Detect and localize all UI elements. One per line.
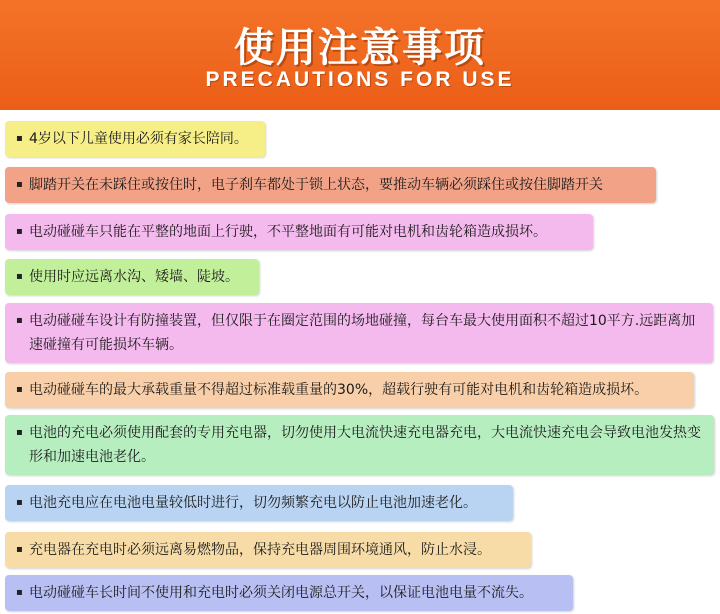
bullet-icon: ▪ [16, 179, 23, 190]
bullet-icon: ▪ [16, 544, 23, 555]
precaution-item-1 [5, 121, 265, 157]
precaution-item-6 [5, 372, 694, 408]
bullet-icon: ▪ [16, 271, 23, 282]
page-title: 使用注意事项 [234, 25, 486, 71]
bullet-icon: ▪ [16, 497, 23, 508]
bullet-icon: ▪ [16, 384, 23, 395]
precaution-text: 充电器在充电时必须远离易燃物品，保持充电器周围环境通风，防止水浸。 [29, 542, 491, 558]
precaution-item-10 [5, 575, 573, 611]
precaution-text: 电动碰碰车长时间不使用和充电时必须关闭电源总开关，以保证电池电量不流失。 [29, 585, 533, 601]
precaution-item-7 [5, 415, 714, 475]
precaution-text: 电池充电应在电池电量较低时进行，切勿频繁充电以防止电池加速老化。 [29, 495, 477, 511]
bullet-icon: ▪ [16, 226, 23, 237]
precaution-text: 脚踏开关在未踩住或按住时，电子刹车都处于锁上状态，要推动车辆必须踩住或按住脚踏开关 [29, 177, 603, 193]
precaution-text: 电动碰碰车设计有防撞装置，但仅限于在圈定范围的场地碰撞，每台车最大使用面积不超过10平方.远距离加速碰撞有可能损坏车辆。 [29, 313, 696, 353]
bullet-icon: ▪ [16, 315, 23, 326]
precaution-text: 使用时应远离水沟、矮墙、陡坡。 [29, 269, 239, 285]
precaution-item-2 [5, 167, 656, 203]
precaution-item-5 [5, 303, 713, 363]
precaution-text: 电池的充电必须使用配套的专用充电器，切勿使用大电流快速充电器充电，大电流快速充电会导致电池发热变形和加速电池老化。 [29, 425, 701, 465]
page-subtitle: PRECAUTIONS FOR USE [205, 68, 515, 91]
bullet-icon: ▪ [16, 133, 23, 144]
precaution-text: 电动碰碰车只能在平整的地面上行驶，不平整地面有可能对电机和齿轮箱造成损坏。 [29, 224, 547, 240]
bullet-icon: ▪ [16, 587, 23, 598]
precaution-item-8 [5, 485, 513, 521]
precaution-item-3 [5, 214, 593, 250]
precaution-text: 4岁以下儿童使用必须有家长陪同。 [29, 131, 248, 147]
precaution-item-4 [5, 259, 259, 295]
precaution-text: 电动碰碰车的最大承载重量不得超过标准载重量的30%，超载行驶有可能对电机和齿轮箱造成损坏。 [29, 382, 649, 398]
precaution-item-9 [5, 532, 531, 568]
bullet-icon: ▪ [16, 427, 23, 438]
